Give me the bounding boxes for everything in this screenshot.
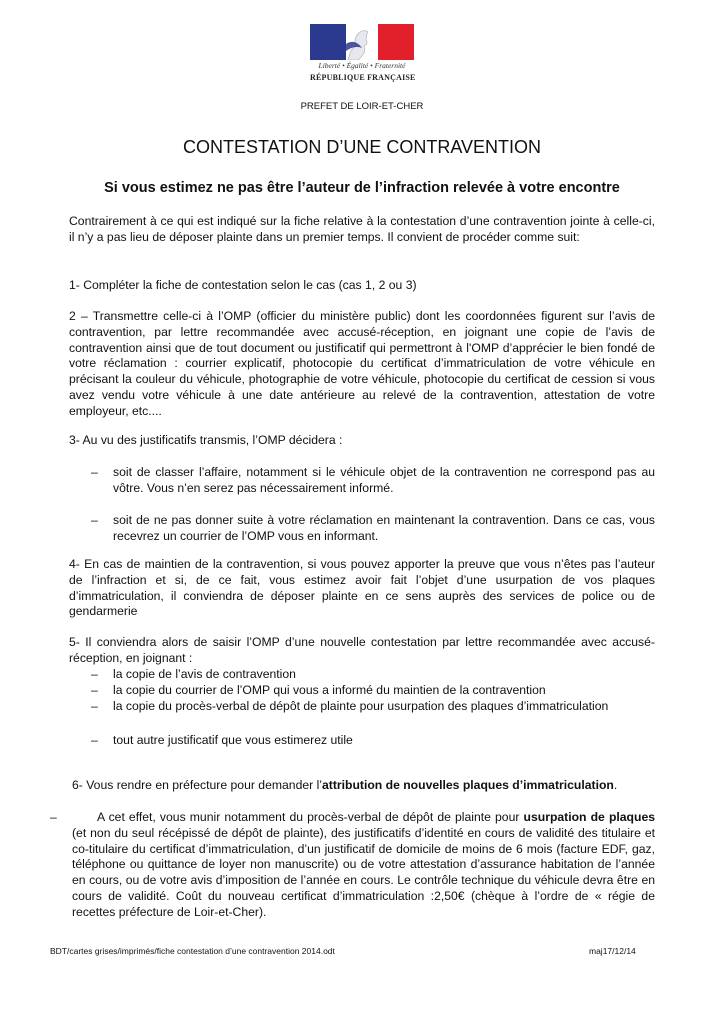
step-6-text: 6- Vous rendre en préfecture pour demander l’ — [72, 778, 322, 792]
intro-paragraph: Contrairement à ce qui est indiqué sur la fiche relative à la contestation d’une contravention jointe à celle-ci, il n’y a pas lieu de déposer plainte dans un premier temps. Il convient de procéder comme suit: — [69, 214, 655, 244]
page-subtitle: Si vous estimez ne pas être l’auteur de l’infraction relevée à votre encontre — [104, 180, 620, 196]
step-5-item: la copie du procès-verbal de dépôt de plainte pour usurpation des plaques d’immatriculation — [113, 699, 609, 713]
step-1: 1- Compléter la fiche de contestation selon le cas (cas 1, 2 ou 3) — [69, 278, 417, 292]
prefet-line: PREFET DE LOIR-ET-CHER — [300, 101, 424, 112]
marianne-icon — [346, 24, 378, 60]
step-4: 4- En cas de maintien de la contravention, si vous pouvez apporter la preuve que vous n’êtes pas l’auteur de l’infraction et si, de ce fait, vous estimez avoir fait l’objet d’une usurpation de vos plaques d’immatriculation, il conviendra de déposer plainte en ce sens auprès des services de police ou de gendarmerie — [69, 557, 655, 619]
page-title: CONTESTATION D’UNE CONTRAVENTION — [182, 137, 541, 157]
footer-date: maj17/12/14 — [589, 946, 636, 956]
list-dash: – — [91, 683, 98, 697]
step-5-item: la copie de l’avis de contravention — [113, 667, 296, 681]
step-3: 3- Au vu des justificatifs transmis, l’OMP décidera : — [69, 433, 343, 447]
list-dash: – — [91, 699, 98, 713]
republique-francaise-logo — [310, 24, 414, 94]
step-6-bold: attribution de nouvelles plaques d’immatriculation — [322, 778, 614, 792]
list-dash: – — [91, 667, 98, 681]
step-6 — [72, 778, 655, 794]
effect-text-rest: (et non du seul récépissé de dépôt de plainte), des justificatifs d’identité en cours de validité des titulaire et co-titulaire du certificat d’immatriculation, d’un justificatif de domicile de moins de 6 mois (facture EDF, gaz, téléphone ou quittance de loyer non manuscrite) ou de votre attestation d’assurance habitation de l’année en cours, ou de votre avis d’imposition de l’année en cours. Le contrôle technique du véhicule devra être en cours de validité. Coût du nouveau certificat d’immatriculation :2,50€ (chèque à l’ordre de « régie de recettes préfecture de Loir-et-Cher). — [72, 825, 655, 919]
step-6-end: . — [613, 778, 618, 792]
step-5: 5- Il conviendra alors de saisir l’OMP d’une nouvelle contestation par lettre recommandée avec accusé-réception, en joignant : — [69, 635, 655, 665]
footer-path: BDT/cartes grises/imprimés/fiche contestation d’une contravention 2014.odt — [50, 946, 335, 956]
step-3-item: soit de ne pas donner suite à votre réclamation en maintenant la contravention. Dans ce cas, vous recevrez un courrier de l’OMP vous en informant. — [113, 513, 655, 543]
effect-paragraph — [72, 810, 655, 921]
list-dash: – — [91, 733, 98, 747]
list-dash: – — [50, 810, 57, 824]
step-5-item: la copie du courrier de l’OMP qui vous a informé du maintien de la contravention — [113, 683, 546, 697]
step-2: 2 – Transmettre celle-ci à l’OMP (officier du ministère public) dont les coordonnées figurent sur l’avis de contravention, par lettre recommandée avec accusé-réception, en joignant une copie de l’avis de contravention ainsi que de tout document ou justificatif qui permettront à l'OMP d’apprécier le bien fondé de votre réclamation : courrier explicatif, photocopie du certificat d’immatriculation de votre véhicule en précisant la couleur du véhicule, photographie de votre véhicule, photocopie du certificat de cession si vous avez vendu votre véhicule à une date antérieure au relevé de la contravention, attestation de votre employeur, etc.... — [69, 309, 655, 418]
tricolor-flag — [310, 24, 414, 60]
logo-republic: RÉPUBLIQUE FRANÇAISE — [310, 73, 416, 82]
effect-bold: usurpation de plaques — [523, 810, 655, 824]
list-dash: – — [91, 465, 98, 479]
logo-motto: Liberté • Égalité • Fraternité — [318, 61, 406, 70]
list-dash: – — [91, 513, 98, 527]
effect-text: A cet effet, vous munir notamment du procès-verbal de dépôt de plainte pour — [97, 810, 524, 824]
step-5-item: tout autre justificatif que vous estimerez utile — [113, 733, 353, 747]
step-3-item: soit de classer l’affaire, notamment si le véhicule objet de la contravention ne correspond pas au vôtre. Vous n’en serez pas nécessairement informé. — [113, 465, 655, 495]
